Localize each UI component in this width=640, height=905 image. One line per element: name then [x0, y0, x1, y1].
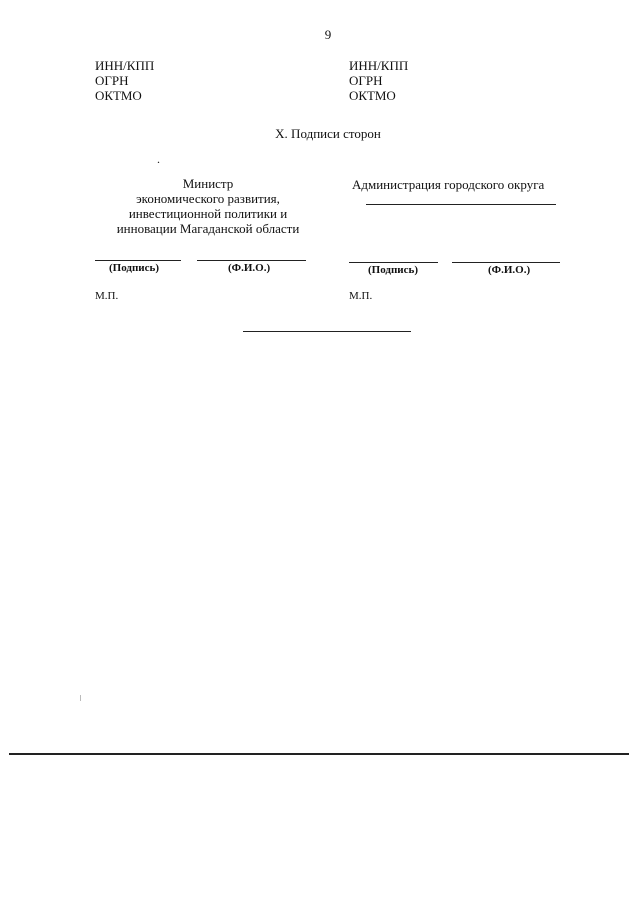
scan-speck: [80, 695, 81, 701]
requisite-inn-kpp: ИНН/КПП: [349, 58, 409, 73]
section-title: X. Подписи сторон: [275, 126, 381, 141]
right-stamp-label: М.П.: [349, 290, 373, 302]
left-party-line: Министр: [182, 176, 234, 191]
right-party-name-line: [366, 204, 556, 205]
requisite-inn-kpp: ИНН/КПП: [95, 58, 155, 73]
left-signature-caption: (Подпись): [109, 262, 160, 274]
right-signature-caption: (Подпись): [368, 264, 419, 276]
right-party-title: Администрация городского округа: [352, 177, 545, 192]
left-party-block: [90, 176, 326, 236]
left-party-line: инновации Магаданской области: [116, 221, 300, 236]
right-requisites: [349, 58, 408, 103]
closing-line: [243, 331, 411, 332]
left-name-line: [197, 260, 306, 261]
footer-line: [9, 753, 629, 755]
right-name-line: [452, 262, 560, 263]
requisite-oktmo: ОКТМО: [349, 88, 396, 103]
requisite-ogrn: ОГРН: [95, 73, 129, 88]
left-name-caption: (Ф.И.О.): [228, 262, 271, 274]
left-party-line: инвестиционной политики и: [128, 206, 288, 221]
right-name-caption: (Ф.И.О.): [488, 264, 531, 276]
stray-mark: .: [157, 152, 160, 166]
right-signature-line: [349, 262, 438, 263]
left-stamp-label: М.П.: [95, 290, 119, 302]
page-number: 9: [324, 27, 332, 42]
requisite-ogrn: ОГРН: [349, 73, 383, 88]
left-party-line: экономического развития,: [136, 191, 280, 206]
left-signature-line: [95, 260, 181, 261]
left-requisites: [95, 58, 154, 103]
requisite-oktmo: ОКТМО: [95, 88, 142, 103]
